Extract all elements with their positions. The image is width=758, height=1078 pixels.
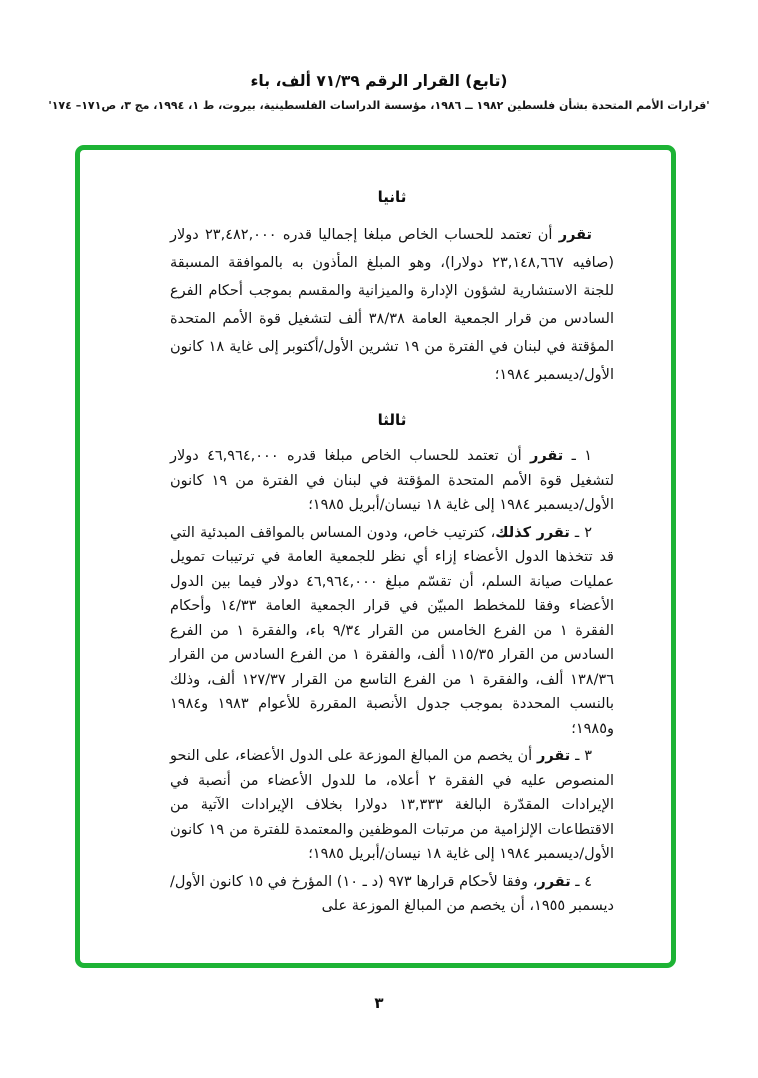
paragraph-text: أن تعتمد للحساب الخاص مبلغا إجماليا قدره ٢٣,٤٨٢,٠٠٠ دولار (صافيه ٢٣,١٤٨,٦٦٧ دولارا)، وهو المبلغ المأذون به بالموافقة المسبقة للجنة الاستشارية لشؤون الإدارة والميزانية والمقسم بموجب أحكام الفرع السادس من قرار الجمعية العامة ٣٨/٣٨ ألف لتشغيل قوة الأمم المتحدة المؤقتة في لبنان في الفترة من ١٩ تشرين الأول/أكتوبر إلى غاية ١٨ كانون الأول/ديسمبر ١٩٨٤؛ <box>170 227 615 383</box>
item-number: ٤ ـ <box>570 873 592 890</box>
paragraph-text: أن تعتمد للحساب الخاص مبلغا قدره ٤٦,٩٦٤,٠٠٠ دولار لتشغيل قوة الأمم المتحدة المؤقتة في لبنان في الفترة من ١٩ كانون الأول/ديسمبر ١٩٨٤ إلى غاية ١٨ نيسان/أبريل ١٩٨٥؛ <box>170 448 614 513</box>
item-number: ٣ ـ <box>570 748 592 764</box>
paragraph-third-2 <box>170 521 614 742</box>
resolution-title: (تابع) القرار الرقم ٧١/٣٩ ألف، باء <box>250 72 508 90</box>
paragraph-second-1 <box>170 221 614 389</box>
source-citation: 'قرارات الأمم المتحدة بشأن فلسطين ١٩٨٢ ــ ١٩٨٦، مؤسسة الدراسات الفلسطينية، بيروت، ط ١، ١٩٩٤، مج ٣، ص١٧١– ١٧٤' <box>48 99 710 112</box>
paragraph-third-1 <box>170 444 614 518</box>
paragraph-third-4 <box>170 870 614 919</box>
paragraph-text: أن يخصم من المبالغ الموزعة على الدول الأعضاء، على النحو المنصوص عليه في الفقرة ٢ أعلاه، ما للدول الأعضاء من أنصبة في الإيرادات المقدّرة البالغة ١٣,٣٣٣ دولارا بخلاف الإيرادات الآتية من الاقتطاعات الإلزامية من مرتبات الموظفين والمعتمدة للفترة من ١٩ كانون الأول/ديسمبر ١٩٨٤ إلى غاية ١٨ نيسان/أبريل ١٩٨٥؛ <box>170 748 614 862</box>
paragraph-lead: تقرر <box>530 448 564 464</box>
section-heading-second: ثانيا <box>377 188 407 206</box>
paragraph-lead: تقرر <box>536 748 571 764</box>
page-number: ٣ <box>374 994 384 1012</box>
content-frame <box>75 145 676 968</box>
paragraph-lead: تقرر <box>537 873 571 890</box>
paragraph-lead: تقرر كذلك <box>495 524 570 541</box>
item-number: ٢ ـ <box>569 524 592 541</box>
paragraph-text: ، وفقا لأحكام قرارها ٩٧٣ (د ـ ١٠) المؤرخ في ١٥ كانون الأول/ديسمبر ١٩٥٥، أن يخصم من المبالغ الموزعة على <box>170 873 614 914</box>
paragraph-text: ، كترتيب خاص، ودون المساس بالمواقف المبدئية التي قد تتخذها الدول الأعضاء إزاء أي نظر للجمعية العامة في ترتيبات تمويل عمليات صيانة السلم، أن تقسّم مبلغ ٤٦,٩٦٤,٠٠٠ دولار فيما بين الدول الأعضاء وفقا للمخطط المبيّن في قرار الجمعية العامة ١٤/٣٣ وأحكام الفقرة ١ من الفرع الخامس من القرار ٩/٣٤ باء، والفقرة ١ من الفرع السادس من القرار ١١٥/٣٥ ألف، والفقرة ١ من الفرع السادس من القرار ١٣٨/٣٦ ألف، والفقرة ١ من الفرع التاسع من القرار ١٢٧/٣٧ ألف، وذلك بالنسب المحددة بموجب جدول الأنصبة المقررة للأعوام ١٩٨٣ و١٩٨٤ و١٩٨٥؛ <box>170 524 615 737</box>
page-header <box>0 72 758 112</box>
item-number: ١ ـ <box>563 448 592 464</box>
paragraph-lead: تقرر <box>558 227 592 243</box>
section-heading-third: ثالثا <box>377 411 407 429</box>
paragraph-third-3 <box>170 744 614 867</box>
